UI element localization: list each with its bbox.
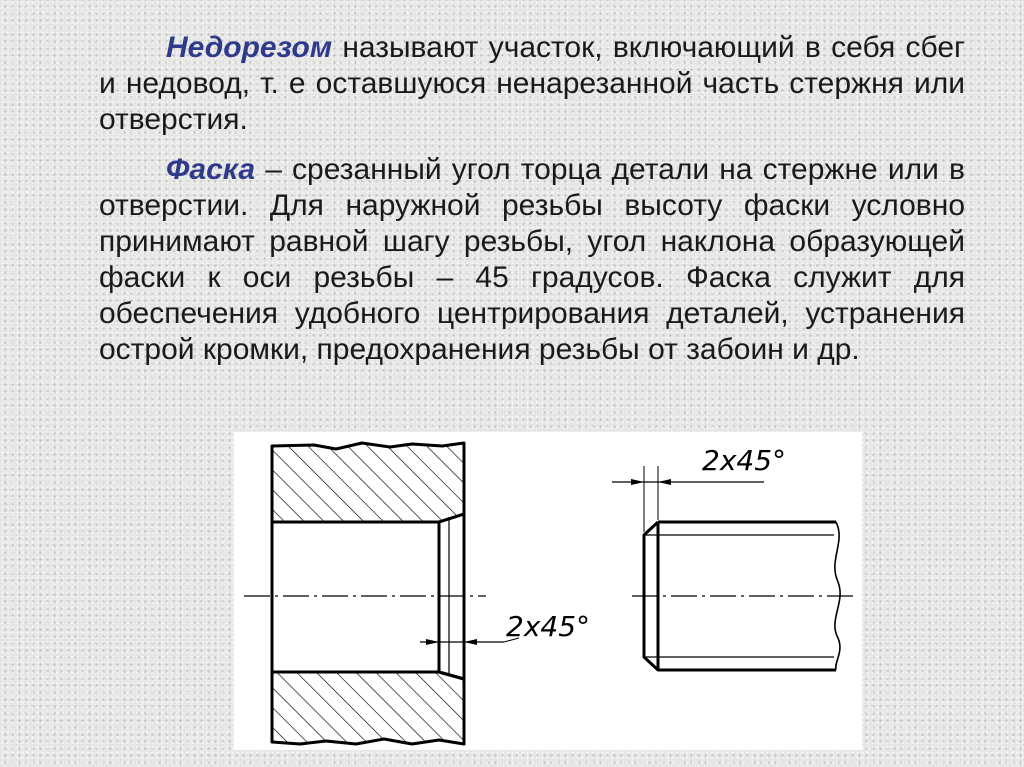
arrow-icon xyxy=(631,479,644,485)
paragraph-chamfer xyxy=(99,152,965,368)
hole-upper-wall xyxy=(272,443,464,522)
shaft-view xyxy=(612,444,858,670)
arrow-icon xyxy=(658,479,671,485)
definition-undercut: называют участок, включающий в себя сбег и недовод, т. е оставшуюся ненарезанной часть стержня или отверстия. xyxy=(99,31,965,136)
term-chamfer: Фаска xyxy=(166,153,256,186)
hole-chamfer-label: 2x45° xyxy=(506,610,591,643)
hole-lower-wall xyxy=(272,672,464,744)
shaft-chamfer-label: 2x45° xyxy=(702,444,787,477)
chamfer-drawing xyxy=(234,432,862,750)
hole-section-view xyxy=(244,443,590,744)
paragraph-undercut xyxy=(99,30,965,138)
definition-chamfer: – срезанный угол торца детали на стержне или в отверстии. Для наружной резьбы высоту фаски условно принимают равной шагу резьбы, угол наклона образующей фаски к оси резьбы – 45 градусов. Фаска служит для обеспечения удобного центрирования деталей, устранения острой кромки, предохранения резьбы от забоин и др. xyxy=(99,153,965,366)
term-undercut: Недорезом xyxy=(166,31,333,64)
slide-text xyxy=(99,30,965,368)
arrow-icon xyxy=(464,639,477,645)
